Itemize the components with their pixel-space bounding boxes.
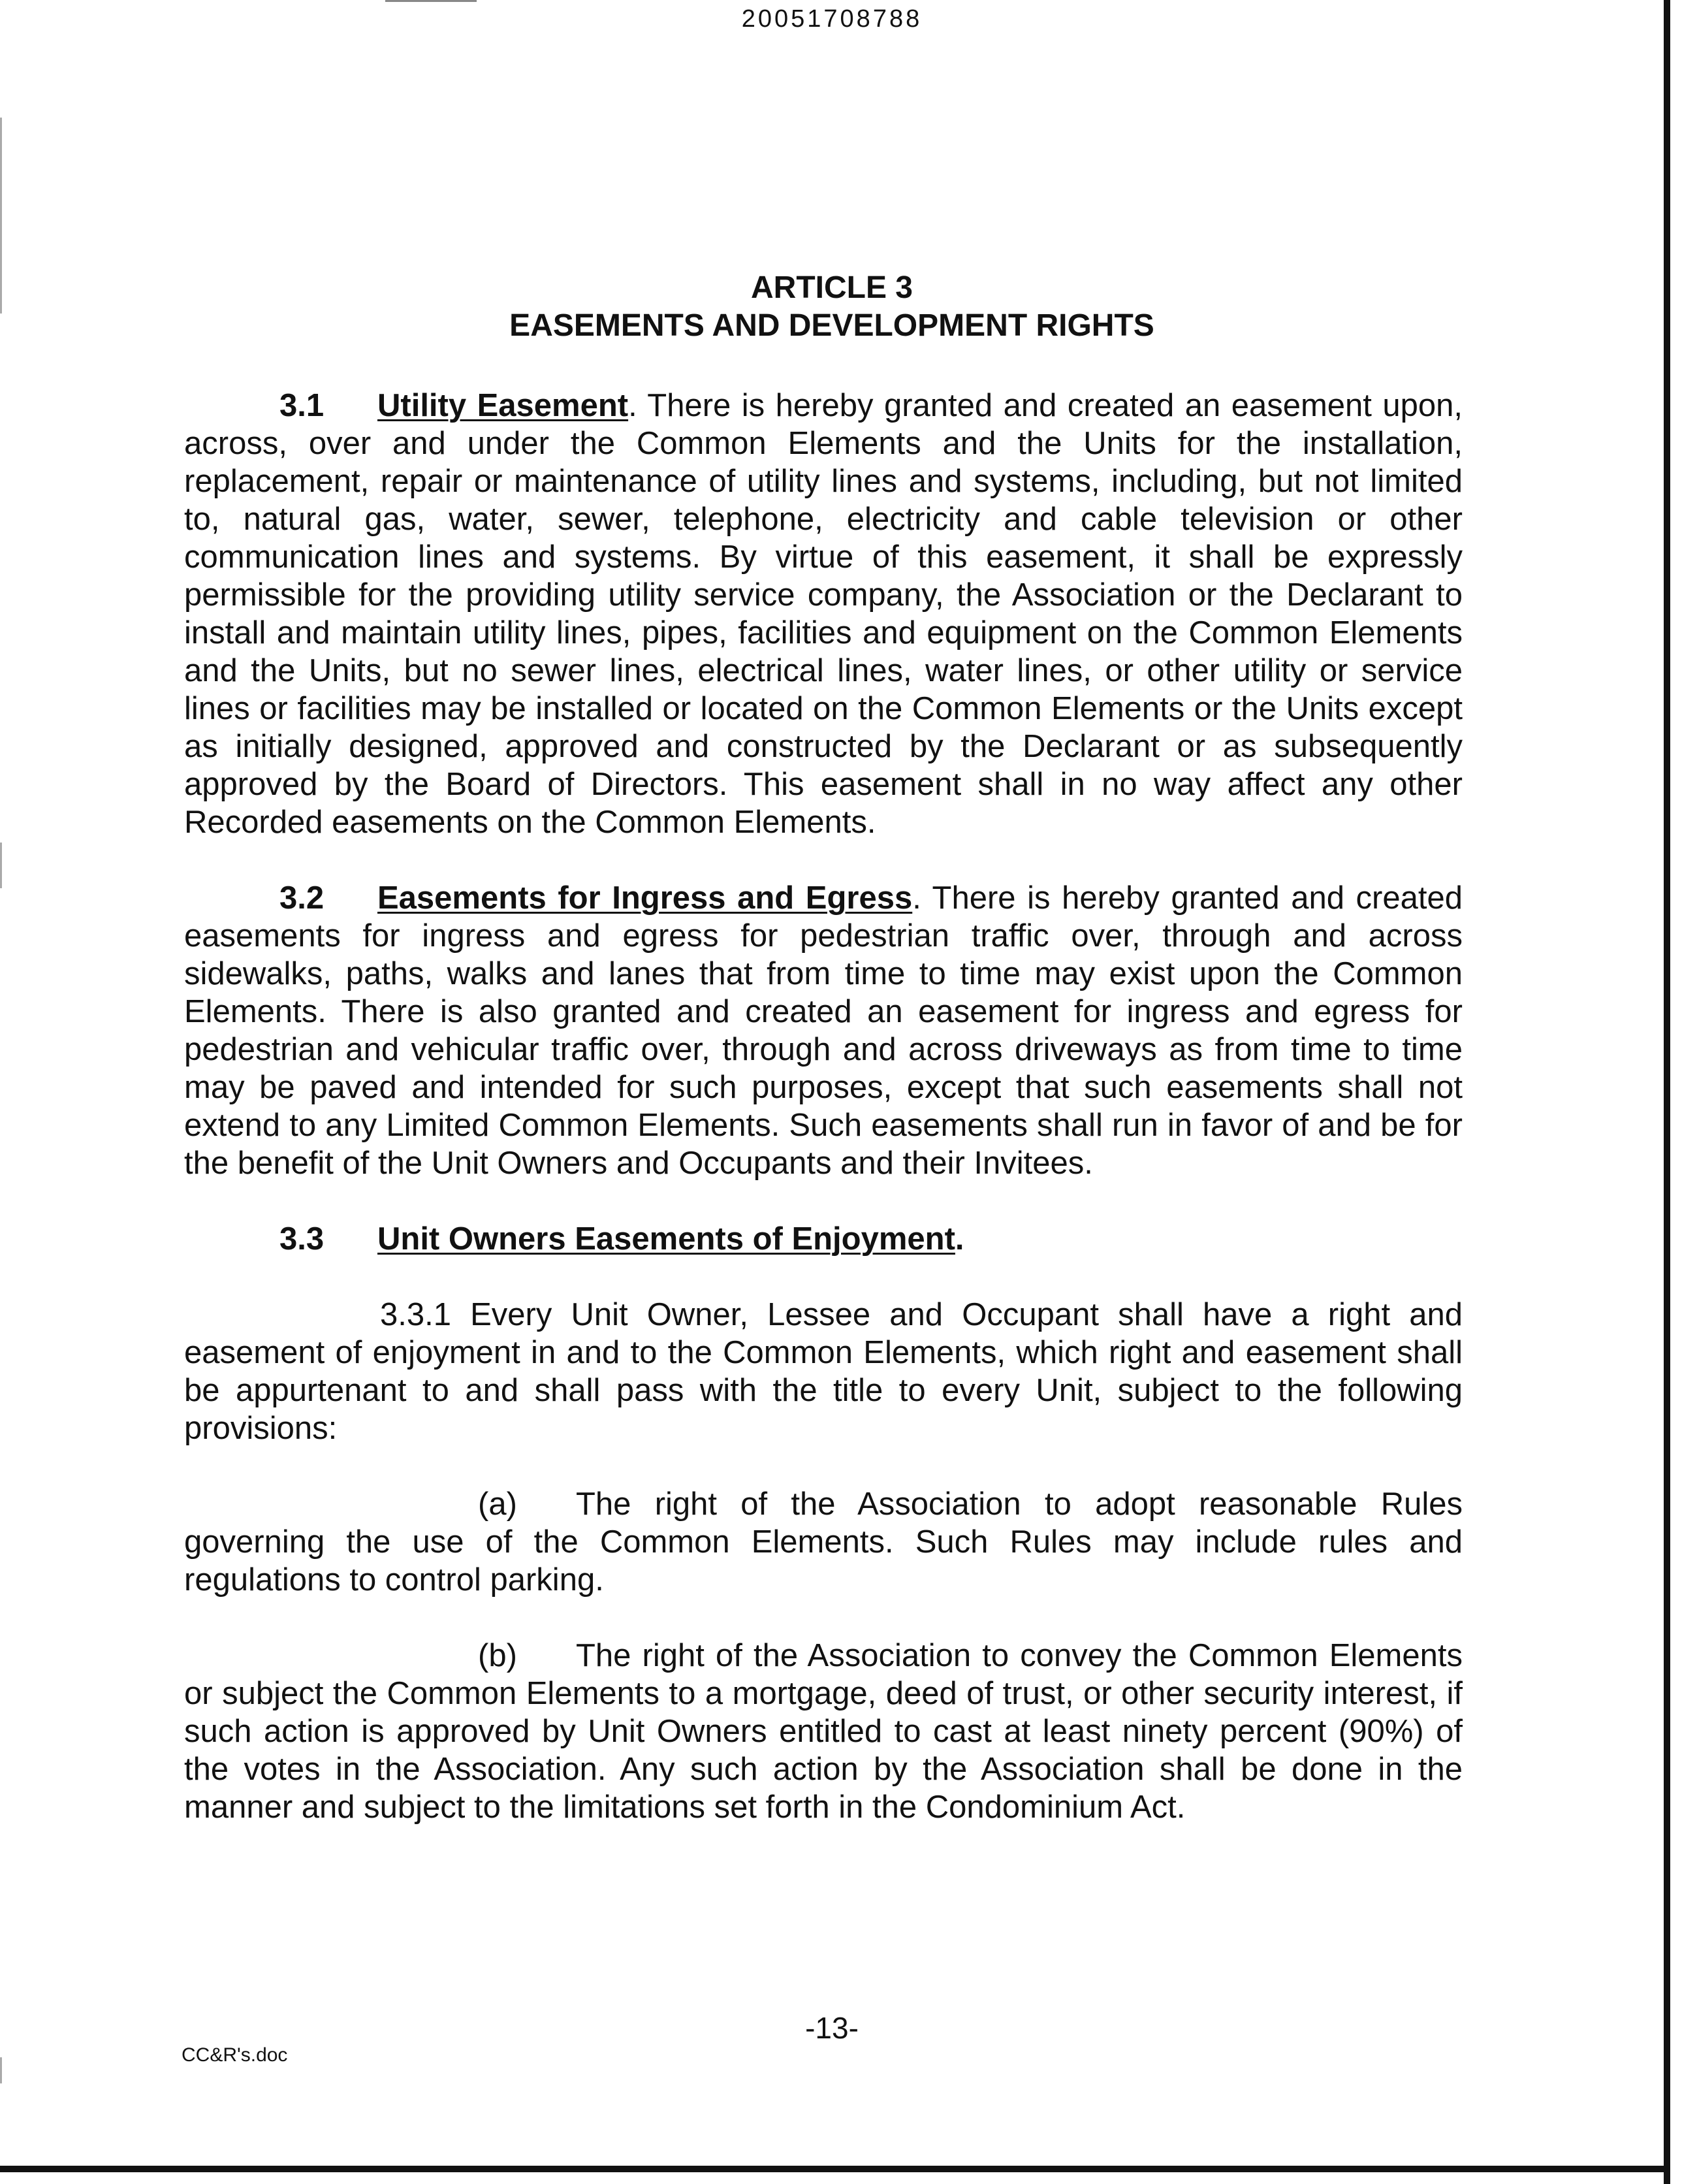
article-title: EASEMENTS AND DEVELOPMENT RIGHTS [509, 308, 1154, 343]
provision-a [184, 1485, 1463, 1599]
section-title: Unit Owners Easements of Enjoyment [377, 1221, 955, 1257]
provision-b [184, 1637, 1463, 1826]
section-title-tail: . [955, 1221, 964, 1257]
provision-label: (b) [478, 1638, 517, 1673]
footer-file-name: CC&R's.doc [182, 2044, 288, 2066]
scan-artifact-top [385, 0, 477, 2]
subsection-number: 3.3.1 [380, 1297, 451, 1332]
scan-border-bottom [0, 2166, 1670, 2172]
provision-body: The right of the Association to adopt reasonable Rules governing the use of the Common Elements. Such Rules may include rules and regulations to control parking. [184, 1486, 1463, 1598]
scan-artifact-left-edge [0, 2057, 2, 2083]
section-number: 3.1 [279, 388, 325, 423]
provision-label: (a) [478, 1486, 517, 1522]
recording-number: 20051708788 [741, 5, 923, 33]
article-heading [0, 269, 1664, 345]
section-title-tail: . [912, 880, 921, 916]
document-body [184, 387, 1463, 1826]
article-number: ARTICLE 3 [750, 270, 913, 305]
page-number: -13- [805, 2011, 859, 2045]
section-number: 3.3 [279, 1221, 325, 1257]
subsection-3-3-1 [184, 1296, 1463, 1447]
section-title: Utility Easement [377, 388, 629, 423]
section-3-1 [184, 387, 1463, 841]
section-3-3 [184, 1220, 1463, 1258]
section-body: There is hereby granted and created an easement upon, across, over and under the Common Elements and the Units for the installation, replacement, repair or maintenance of utility lines and systems, including, but not limited to, natural gas, water, sewer, telephone, electricity and cable television or other communication lines and systems. By virtue of this easement, it shall be expressly permissible for the providing utility service company, the Association or the Declarant to install and maintain utility lines, pipes, facilities and equipment on the Common Elements and the Units, but no sewer lines, electrical lines, water lines, or other utility or service lines or facilities may be installed or located on the Common Elements or the Units except as initially designed, approved and constructed by the Declarant or as subsequently approved by the Board of Directors. This easement shall in no way affect any other Recorded easements on the Common Elements. [184, 388, 1463, 840]
subsection-body: Every Unit Owner, Lessee and Occupant shall have a right and easement of enjoyment in and to the Common Elements, which right and easement shall be appurtenant to and shall pass with the title to every Unit, subject to the following provisions: [184, 1297, 1463, 1446]
section-3-2 [184, 879, 1463, 1182]
section-title-tail: . [628, 388, 637, 423]
section-title: Easements for Ingress and Egress [377, 880, 913, 916]
scan-border-right [1664, 0, 1670, 2184]
scan-artifact-left-edge [0, 843, 2, 888]
section-number: 3.2 [279, 880, 325, 916]
section-body: There is hereby granted and created easements for ingress and egress for pedestrian traffic over, through and across sidewalks, paths, walks and lanes that from time to time may exist upon the Common Elements. There is also granted and created an easement for ingress and egress for pedestrian and vehicular traffic over, through and across driveways as from time to time may be paved and intended for such purposes, except that such easements shall not extend to any Limited Common Elements. Such easements shall run in favor of and be for the benefit of the Unit Owners and Occupants and their Invitees. [184, 880, 1463, 1181]
provision-body: The right of the Association to convey the Common Elements or subject the Common Elements to a mortgage, deed of trust, or other security interest, if such action is approved by Unit Owners entitled to cast at least ninety percent (90%) of the votes in the Association. Any such action by the Association shall be done in the manner and subject to the limitations set forth in the Condominium Act. [184, 1638, 1463, 1825]
